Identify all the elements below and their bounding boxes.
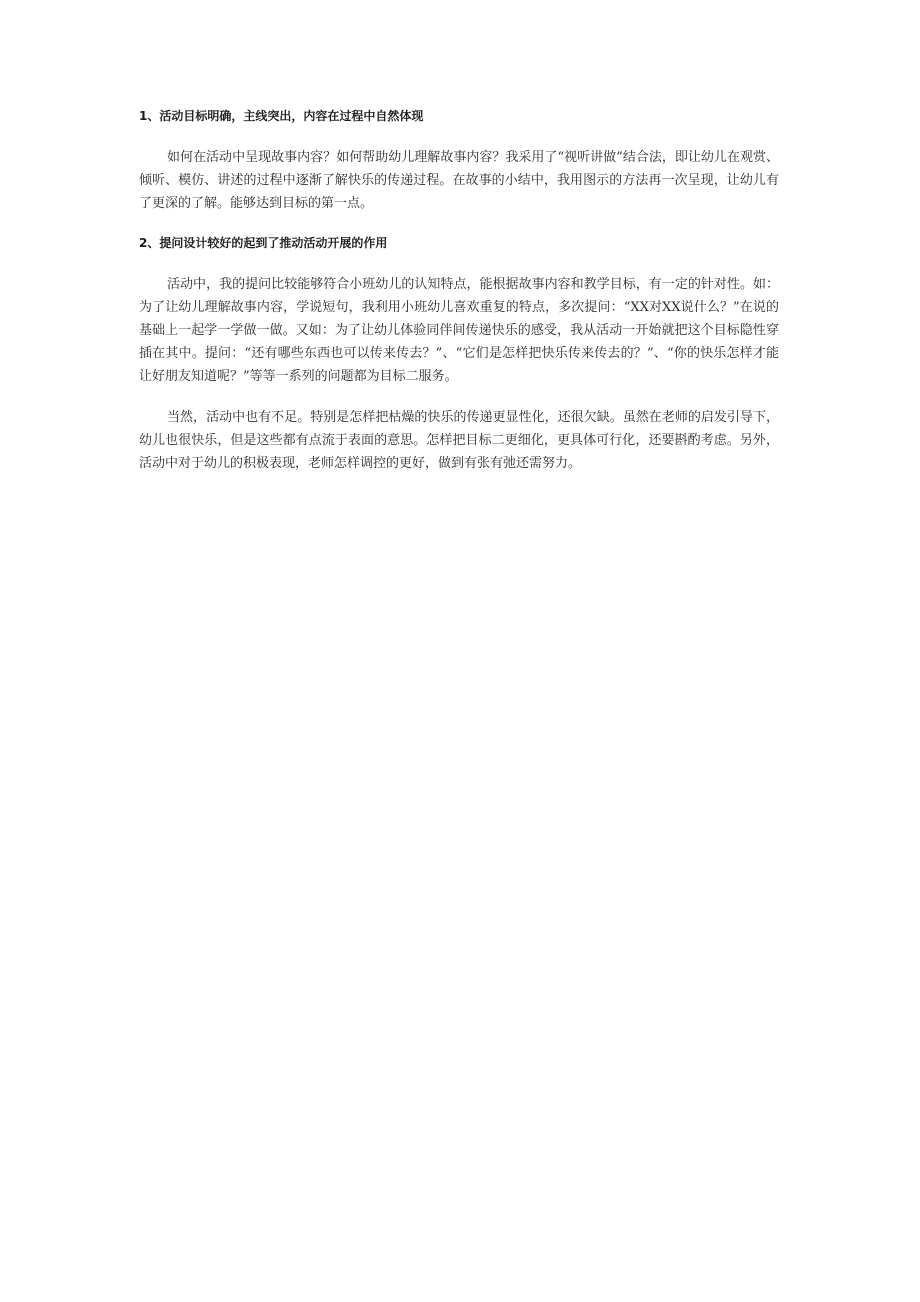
section-2-heading: 2、提问设计较好的起到了推动活动开展的作用 xyxy=(139,236,388,250)
section-1-heading: 1、活动目标明确，主线突出，内容在过程中自然体现 xyxy=(139,109,424,123)
section-2-paragraph-1: 活动中，我的提问比较能够符合小班幼儿的认知特点，能根据故事内容和教学目标，有一定的针对性。如：为了让幼儿理解故事内容，学说短句，我利用小班幼儿喜欢重复的特点，多次提问：“XX对XX说什么？”在说的基础上一起学一学做一做。又如：为了让幼儿体验同伴间传递快乐的感受，我从活动一开始就把这个目标隐性穿插在其中。提问：“还有哪些东西也可以传来传去？”、“它们是怎样把快乐传来传去的？”、“你的快乐怎样才能让好朋友知道呢？”等等一系列的问题都为目标二服务。 xyxy=(139,277,779,384)
document-page xyxy=(139,106,779,475)
section-1-paragraph-1: 如何在活动中呈现故事内容？如何帮助幼儿理解故事内容？我采用了“视听讲做”结合法，即让幼儿在观赏、倾听、模仿、讲述的过程中逐渐了解快乐的传递过程。在故事的小结中，我用图示的方法再一次呈现，让幼儿有了更深的了解。能够达到目标的第一点。 xyxy=(139,150,779,211)
section-2-paragraph-2: 当然，活动中也有不足。特别是怎样把枯燥的快乐的传递更显性化，还很欠缺。虽然在老师的启发引导下，幼儿也很快乐，但是这些都有点流于表面的意思。怎样把目标二更细化，更具体可行化，还要斟酌考虑。另外，活动中对于幼儿的积极表现，老师怎样调控的更好，做到有张有弛还需努力。 xyxy=(139,410,779,471)
